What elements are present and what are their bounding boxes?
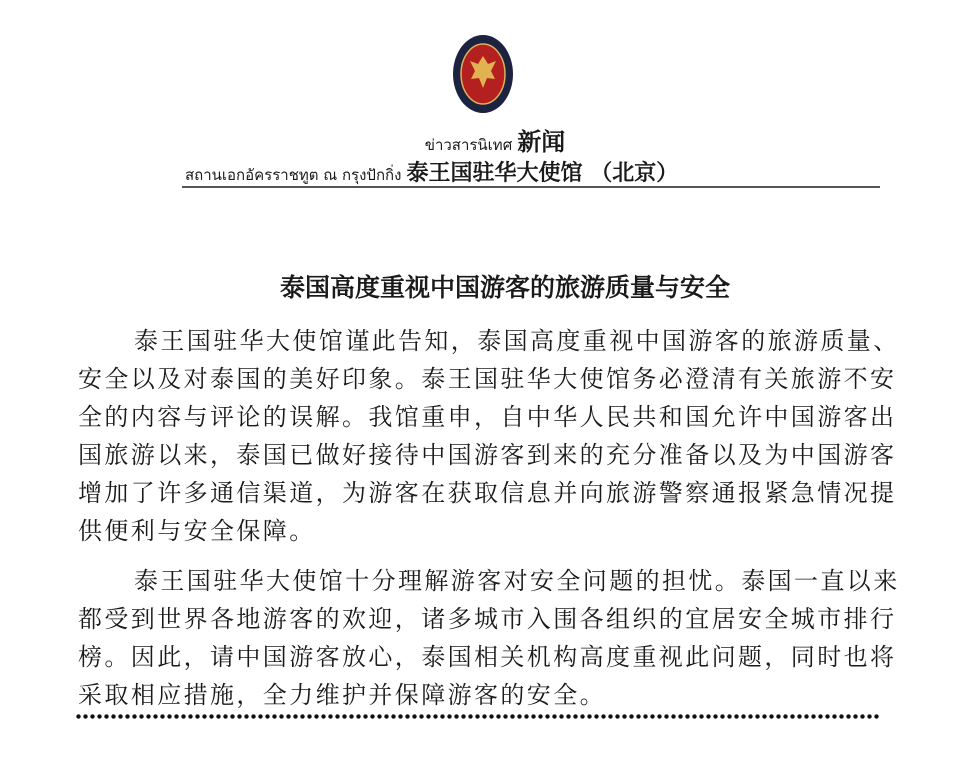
embassy-header <box>185 156 678 187</box>
news-label-chinese: 新闻 <box>517 127 566 156</box>
paragraph-line: 泰王国驻华大使馆十分理解游客对安全问题的担忧。泰国一直以来 <box>134 567 900 595</box>
news-label-thai: ข่าวสารนิเทศ <box>424 136 513 154</box>
paragraph-line: 榜。因此，请中国游客放心，泰国相关机构高度重视此问题，同时也将 <box>78 643 897 671</box>
article-title: 泰国高度重视中国游客的旅游质量与安全 <box>279 273 730 302</box>
embassy-emblem-icon <box>452 34 514 114</box>
news-header <box>0 122 960 157</box>
paragraph-line: 泰王国驻华大使馆谨此告知，泰国高度重视中国游客的旅游质量、 <box>134 327 900 355</box>
paragraph-line: 都受到世界各地游客的欢迎，诸多城市入围各组织的宜居安全城市排行 <box>78 605 897 633</box>
paragraph-line: 全的内容与评论的误解。我馆重申，自中华人民共和国允许中国游客出 <box>78 403 897 431</box>
paragraph-line: 采取相应措施，全力维护并保障游客的安全。 <box>78 681 606 709</box>
header-divider <box>182 186 880 188</box>
embassy-name-thai: สถานเอกอัครราชทูต ณ กรุงปักกิ่ง <box>185 166 402 184</box>
paragraph-line: 国旅游以来，泰国已做好接待中国游客到来的充分准备以及为中国游客 <box>78 441 897 469</box>
paragraph-line: 安全以及对泰国的美好印象。泰王国驻华大使馆务必澄清有关旅游不安 <box>78 365 897 393</box>
paragraph-2 <box>78 562 900 714</box>
paragraph-line: 供便利与安全保障。 <box>78 517 316 545</box>
embassy-name-chinese: 泰王国驻华大使馆 （北京） <box>406 160 679 186</box>
dotted-footer-divider <box>75 714 881 719</box>
paragraph-line: 增加了许多通信渠道，为游客在获取信息并向旅游警察通报紧急情况提 <box>78 479 897 507</box>
paragraph-1 <box>78 322 900 550</box>
